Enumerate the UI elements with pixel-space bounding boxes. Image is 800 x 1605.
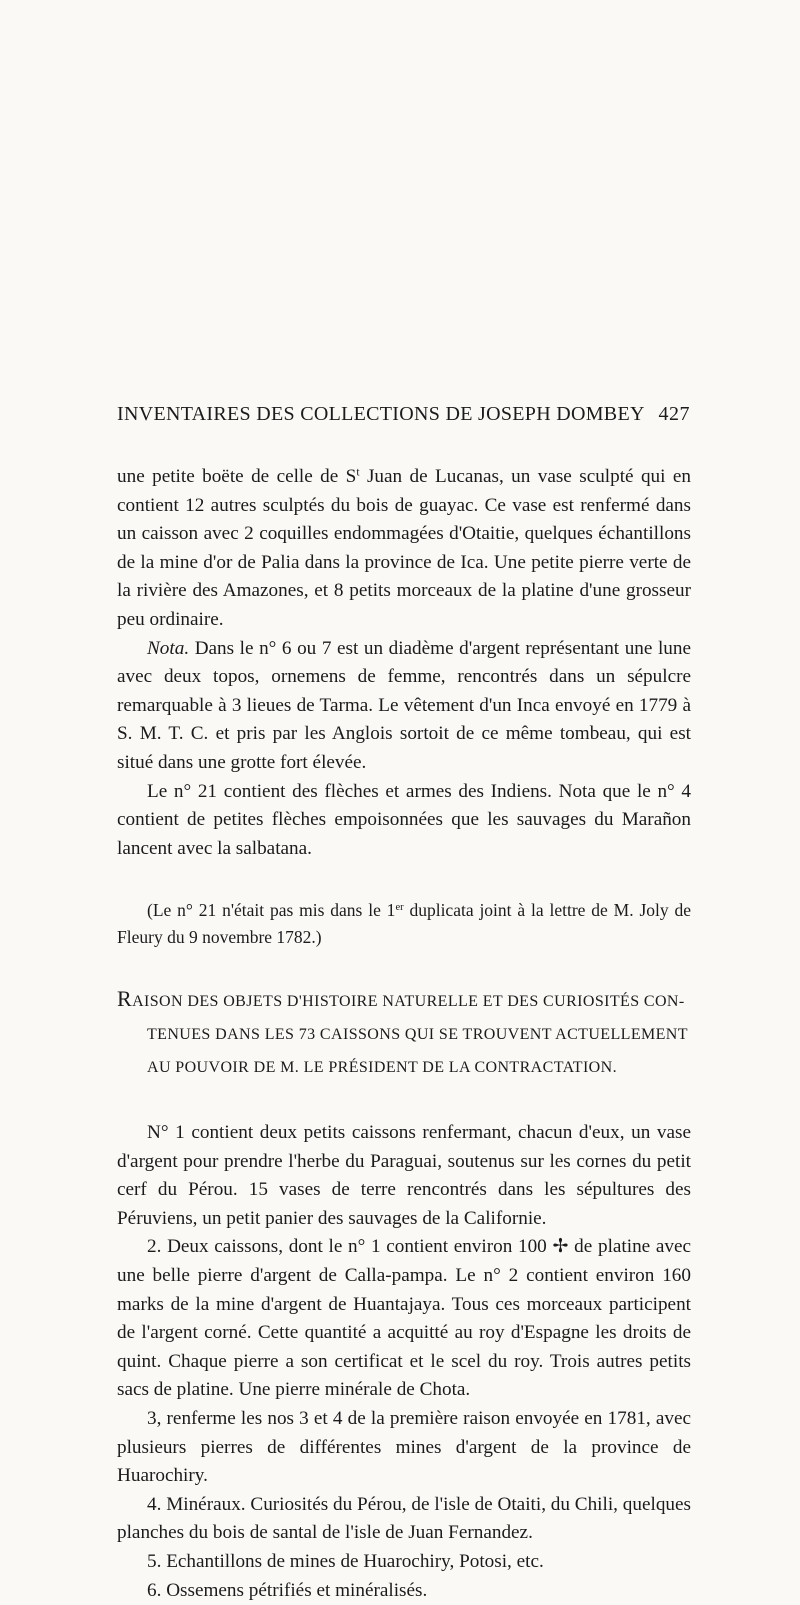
heading-line-1: [117, 982, 695, 1018]
paragraph-text: une petite boëte de celle de S: [117, 466, 356, 487]
body-text-items: [117, 1119, 691, 1605]
running-head-title: INVENTAIRES DES COLLECTIONS DE JOSEPH DOMBEY: [117, 403, 645, 426]
item-2: 2. Deux caissons, dont le n° 1 contient environ 100 ✢ de platine avec une belle pierre d'argent de Calla-pampa. Le n° 2 contient environ 160 marks de la mine d'argent de Huantajaya. Tous ces morceaux participent de l'argent corné. Cette quantité a acquitté au roy d'Espagne les droits de quint. Chaque pierre a son certificat et le scel du roy. Trois autres petits sacs de platine. Une pierre minérale de Chota.: [117, 1233, 691, 1405]
superscript: er: [395, 902, 403, 913]
superscript: t: [356, 467, 359, 479]
running-head: [117, 403, 690, 426]
body-text-upper: [117, 463, 691, 863]
item-4: 4. Minéraux. Curiosités du Pérou, de l'isle de Otaiti, du Chili, quelques planches du bois de santal de l'isle de Juan Fernandez.: [117, 1491, 691, 1548]
item-1: N° 1 contient deux petits caissons renfermant, chacun d'eux, un vase d'argent pour prendre l'herbe du Paraguai, soutenus sur les cornes du petit cerf du Pérou. 15 vases de terre rencontrés dans les sépultures des Péruviens, un petit panier des sauvages de la Californie.: [117, 1119, 691, 1233]
paragraph-continuation: [117, 463, 691, 635]
nota-label: Nota.: [147, 638, 189, 659]
paragraph-21: Le n° 21 contient des flèches et armes des Indiens. Nota que le n° 4 contient de petites flèches empoisonnées que les sauvages du Marañon lancent avec la salbatana.: [117, 778, 691, 864]
item-5: 5. Echantillons de mines de Huarochiry, Potosi, etc.: [117, 1548, 691, 1577]
heading-text: AISON DES OBJETS D'HISTOIRE NATURELLE ET DES CURIOSITÉS CON-: [132, 993, 685, 1010]
section-heading: [117, 982, 695, 1084]
heading-line-2: TENUES DANS LES 73 CAISSONS QUI SE TROUVENT ACTUELLEMENT: [117, 1018, 695, 1051]
note-text-part: duplicata joint à la lettre de M. Joly de Fleury du 9 novembre 1782.): [117, 900, 691, 947]
page-number: 427: [659, 403, 691, 426]
heading-line-3: AU POUVOIR DE M. LE PRÉSIDENT DE LA CONTRACTATION.: [117, 1051, 695, 1084]
heading-initial: R: [117, 986, 132, 1011]
paragraph-nota: [117, 635, 691, 778]
paragraph-text: Juan de Lucanas, un vase sculpté qui en contient 12 autres sculptés du bois de guayac. Ce vase est renfermé dans un caisson avec 2 coquilles endommagées d'Otaitie, quelques échantillons de la mine d'or de Palia dans la province de Ica. Une petite pierre verte de la rivière des Amazones, et 8 petits morceaux de la platine d'une grosseur peu ordinaire.: [117, 466, 691, 630]
note-text: [117, 897, 691, 951]
editorial-note: [117, 897, 691, 951]
item-3: 3, renferme les nos 3 et 4 de la première raison envoyée en 1781, avec plusieurs pierres de différentes mines d'argent de la province de Huarochiry.: [117, 1405, 691, 1491]
paragraph-text: Dans le n° 6 ou 7 est un diadème d'argent représentant une lune avec deux topos, ornemens de femme, rencontrés dans un sépulcre remarquable à 3 lieues de Tarma. Le vêtement d'un Inca envoyé en 1779 à S. M. T. C. et pris par les Anglois sortoit de ce même tombeau, qui est situé dans une grotte fort élevée.: [117, 638, 691, 773]
item-6: 6. Ossemens pétrifiés et minéralisés.: [117, 1577, 691, 1605]
note-text-part: (Le n° 21 n'était pas mis dans le 1: [147, 900, 395, 920]
